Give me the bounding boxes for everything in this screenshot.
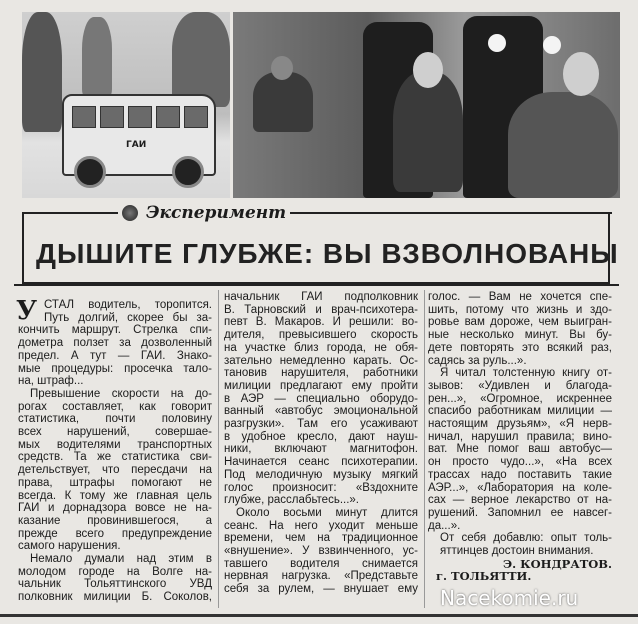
author-signature: Э. КОНДРАТОВ. [502,556,612,571]
text-line: Немало думали над этим в [30,553,212,566]
text-line: рен...», «Огромное, искреннее [428,392,612,405]
text-line: предел. А тут — ГАИ. Знако- [18,349,212,362]
text-line: себя за рулем, — внушает ему [224,583,418,596]
text-line: мых водителями транспортных [18,438,212,451]
text-line: детельствует, что пересдачи на [18,464,212,477]
text-line: статистика, почти половину [18,413,212,426]
text-line: разгрузки». Там его усаживают [224,418,418,431]
text-line: тановив нарушителя, работники [224,367,418,380]
text-line: спасибо работникам милиции — [428,405,612,418]
text-line: сах — верное лекарство от на- [428,494,612,507]
text-line: чальник Тольяттинского УВД [18,578,212,591]
column-divider [424,290,425,608]
divider [0,614,638,617]
text-line: сеанс. На него уходит меньше [224,519,418,532]
text-line: времени, чем на традиционное [224,532,418,545]
text-line: трассах надо поставить такие [428,468,612,481]
text-line: В. Тарновский и врач-психотера- [224,303,418,316]
text-line: средств. Та же статистика сви- [18,451,212,464]
text-line: яттинцев достоин внимания. [440,545,594,558]
text-line: ват. Мне помог ваш автобус— [428,443,612,456]
text-line: прежде всего предупреждение [18,527,212,540]
text-line: самого нарушения. [18,540,121,553]
text-line: садясь за руль...». [428,354,527,367]
rubric-label: Эксперимент [146,203,287,223]
text-line: Под мелодичную музыку мягкий [224,468,418,481]
text-line: нервная нагрузка. «Представьте [224,570,418,583]
text-line: ванный «автобус эмоциональной [224,405,418,418]
text-line: милиции предлагают ему пройти [224,379,418,392]
text-line: Путь долгий, скорее бы за- [44,311,212,324]
column-divider [218,290,219,608]
text-line: на, штраф... [18,375,84,388]
text-line: ные несколько минут. Вы бу- [428,329,612,342]
text-line: полковник милиции Б. Соколов, [18,591,212,604]
text-line: в удобное кресло, дают науш- [224,430,418,443]
divider [14,284,619,286]
article-headline: ДЫШИТЕ ГЛУБЖЕ: ВЫ ВЗВОЛНОВАНЫ [36,238,619,269]
text-line: От себя добавлю: опыт толь- [440,532,612,545]
text-line: дете повторять это всякий раз, [428,341,612,354]
text-line: АЭР...», «Лаборатория на коле- [428,481,612,494]
text-line: зательно немедленно карать. Ос- [224,354,418,367]
text-line: тавшего водителя снимается [224,557,418,570]
article-column-1 [16,296,212,604]
text-line: «внушение». У взвинченного, ус- [224,545,418,558]
text-line: всегда. К тому же главная цель [18,489,212,502]
globe-icon [122,205,138,221]
text-line: начальник ГАИ подполковник [224,291,418,303]
text-line: молодом городе на Волге на- [18,565,212,578]
text-line: рушений. Запомнил ее навсег- [428,506,612,519]
text-line: шить, потому что жизнь и здо- [428,303,612,316]
drop-cap: У [16,296,38,326]
text-line: да...». [428,519,461,532]
rubric [118,203,290,223]
text-line: Начинается сеанс психотерапии. [224,456,418,469]
dateline-city: г. ТОЛЬЯТТИ. [436,569,532,584]
text-line: ники, включают магнитофон. [224,443,418,456]
text-line: мые процедуры: просечка тало- [18,362,212,375]
text-line: ровье вам дороже, чем выигран- [428,316,612,329]
text-line: права, штрафы помогают не [18,476,212,489]
text-line: Около восьми минут длится [236,506,418,519]
text-line: голос. — Вам не хочется спе- [428,291,612,303]
text-line: он просто чудо...», «На всех [428,456,612,469]
text-line: в АЭР — специально оборудо- [224,392,418,405]
text-line: дителя, превысившего скорость [224,329,418,342]
text-line: глубже, расслабьтесь...». [224,494,359,507]
text-line: рогах составляет, как говорит [18,400,212,413]
text-line: дометра ползет за дозволенный [18,337,212,350]
text-line: настоящим друзьям», «Я нерв- [428,418,612,431]
text-line: зывов: «Удивлен и благода- [428,379,612,392]
text-line: Превышение скорости на до- [30,387,212,400]
text-line: кончить маршрут. Стрелка спи- [18,324,212,337]
text-line: певт В. Макаров. И решили: во- [224,316,418,329]
bus-sign: ГАИ [126,140,147,150]
text-line: ничал, нарушил правила; вино- [428,430,612,443]
bus [62,94,216,176]
text-line: СТАЛ водитель, торопится. [44,299,212,311]
text-line: Я читал толстенную книгу от- [440,367,612,380]
photo-bus-interior [233,12,620,198]
watermark: Nacekomie.ru [440,586,579,610]
text-line: ГАИ и дорнадзора вовсе не на- [18,502,212,515]
text-line: голос произносит: «Вздохните [224,481,418,494]
article-column-2 [224,291,418,596]
photo-gai-bus [22,12,230,198]
text-line: казание провинившегося, а [18,514,212,527]
text-line: на участке близ города, не обя- [224,341,418,354]
article-column-3 [428,291,612,583]
text-line: всех нарушений, совершае- [18,426,212,439]
